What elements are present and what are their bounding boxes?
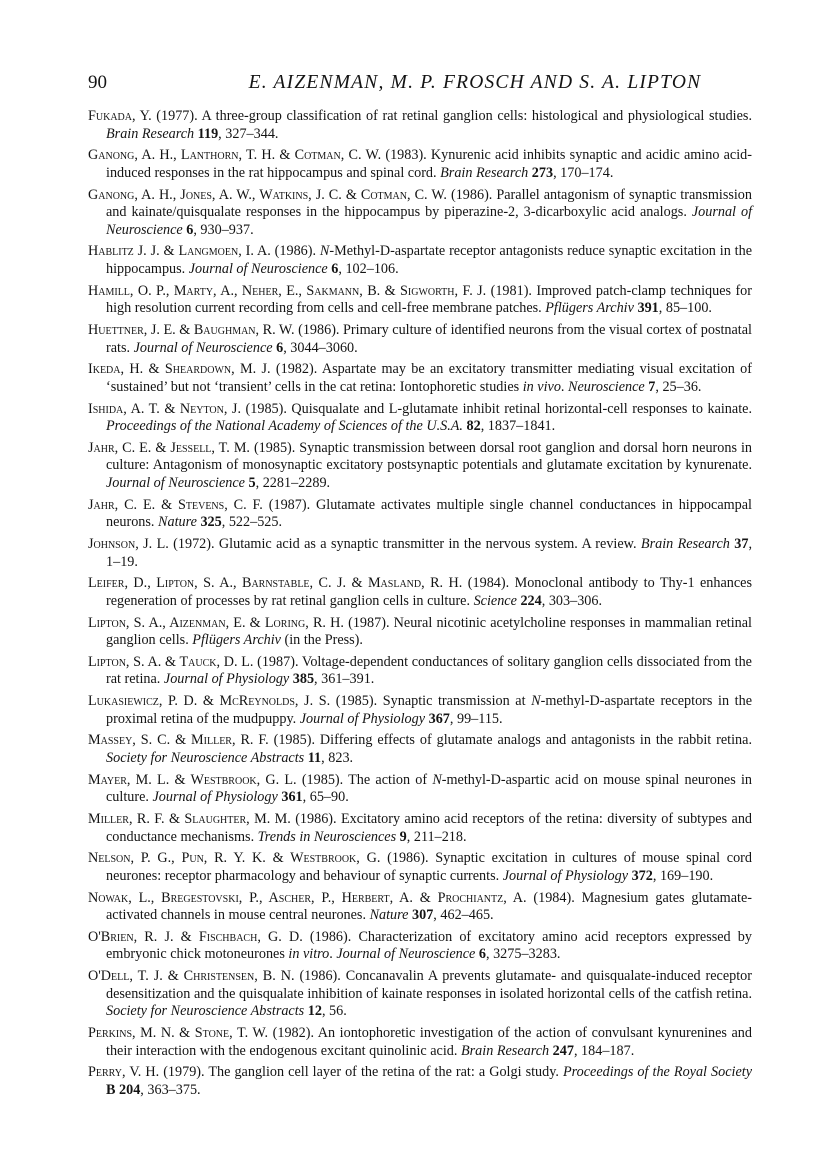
reference-volume: 37: [734, 536, 749, 552]
reference-authors: Perkins, M. N. & Stone, T. W.: [88, 1024, 269, 1041]
reference-volume: 5: [248, 475, 256, 492]
reference-entry: [88, 654, 752, 689]
reference-entry: [88, 772, 752, 807]
reference-volume: B 204: [106, 1081, 141, 1098]
reference-journal: Journal of Neuroscience: [336, 946, 476, 963]
reference-journal: Society for Neuroscience Abstracts: [106, 1003, 305, 1020]
reference-authors: Ganong, A. H., Lanthorn, T. H. & Cotman, C. W.: [88, 147, 382, 164]
reference-journal: Journal of Neuroscience: [106, 204, 753, 238]
reference-authors: Miller, R. F. & Slaughter, M. M.: [88, 810, 291, 827]
reference-text: -methyl-D-aspartate receptors in the proximal retina of the mudpuppy.: [106, 693, 752, 727]
reference-pages: , 361–391.: [314, 671, 375, 688]
reference-text: -methyl-D-aspartic acid on mouse spinal neurones in culture.: [106, 771, 752, 806]
reference-pages: , 930–937.: [193, 221, 254, 238]
reference-volume: 7: [648, 378, 656, 395]
reference-journal: Brain Research: [106, 125, 195, 142]
reference-pages: , 3275–3283.: [485, 946, 561, 963]
reference-entry: [88, 322, 752, 357]
reference-entry: [88, 850, 752, 885]
running-head: E. AIZENMAN, M. P. FROSCH AND S. A. LIPTON: [248, 72, 702, 93]
reference-authors: Nelson, P. G., Pun, R. Y. K. & Westbrook, G.: [88, 850, 381, 867]
reference-entry: [88, 929, 752, 964]
reference-text: (1986). Concanavalin A prevents glutamate- and quisqualate-induced receptor desensitization and the quisqualate inhibition of kainate responses in isolated horizontal cells of the catfish retina.: [106, 968, 753, 1002]
reference-volume: 391: [637, 300, 659, 317]
reference-text: (1985). Differing effects of glutamate analogs and antagonists in the rabbit retina.: [268, 732, 752, 749]
reference-journal: Nature: [369, 907, 409, 924]
reference-journal: Proceedings of the Royal Society: [563, 1064, 752, 1081]
reference-text: (1987). Voltage-dependent conductances of solitary ganglion cells dissociated from the rat retina.: [106, 653, 752, 688]
reference-list: [88, 108, 752, 1104]
reference-authors: Lipton, S. A., Aizenman, E. & Loring, R. H.: [88, 614, 344, 631]
reference-pages: , 211–218.: [406, 828, 467, 845]
reference-text: (1986). Characterization of excitatory amino acid receptors expressed by embryonic chick motoneurones: [106, 928, 752, 963]
reference-text: .: [560, 378, 569, 395]
reference-text: (1983). Kynurenic acid inhibits synaptic and acidic amino acid-induced responses in the rat hippocampus and spinal cord.: [106, 147, 752, 181]
page-header: [88, 72, 752, 102]
reference-authors: Johnson, J. L.: [88, 536, 169, 552]
reference-volume: 6: [478, 946, 486, 963]
reference-italic: in vitro: [288, 946, 330, 963]
reference-authors: Jahr, C. E. & Jessell, T. M.: [88, 439, 250, 456]
reference-pages: (in the Press).: [280, 632, 363, 649]
page-number: 90: [88, 72, 107, 93]
reference-text: (1986). Excitatory amino acid receptors of the retina: diversity of subtypes and conductance mechanisms.: [106, 810, 753, 845]
reference-journal: Journal of Physiology: [152, 789, 278, 806]
reference-pages: , 102–106.: [338, 261, 399, 278]
reference-pages: , 170–174.: [553, 164, 614, 181]
reference-entry: [88, 1025, 752, 1060]
reference-text: (1987). Glutamate activates multiple single channel conductances in hippocampal neurons.: [106, 496, 752, 531]
reference-authors: Ikeda, H. & Sheardown, M. J.: [88, 361, 271, 378]
reference-italic: N: [319, 243, 330, 260]
reference-entry: [88, 147, 752, 182]
reference-text: (1986). Synaptic excitation in cultures of mouse spinal cord neurones: receptor pharmacology and behaviour of synaptic currents.: [106, 850, 752, 884]
reference-text: (1981). Improved patch-clamp techniques for high resolution current recording from cells and cell-free membrane patches.: [106, 282, 752, 317]
reference-entry: [88, 536, 752, 571]
reference-authors: Lipton, S. A. & Tauck, D. L.: [88, 653, 254, 670]
reference-authors: Mayer, M. L. & Westbrook, G. L.: [88, 771, 297, 788]
reference-pages: , 85–100.: [658, 300, 712, 317]
reference-journal: Pflügers Archiv: [192, 632, 281, 649]
reference-volume: 367: [428, 710, 450, 727]
reference-entry: [88, 283, 752, 318]
reference-volume: 6: [331, 261, 339, 278]
reference-journal: Brain Research: [640, 536, 730, 552]
reference-text: -Methyl-D-aspartate receptor antagonists reduce synaptic excitation in the hippocampus.: [106, 243, 752, 278]
reference-pages: , 303–306.: [541, 592, 603, 609]
reference-pages: , 2281–2289.: [255, 475, 331, 492]
reference-entry: [88, 968, 752, 1021]
reference-pages: , 823.: [321, 750, 354, 766]
reference-authors: Hamill, O. P., Marty, A., Neher, E., Sakmann, B. & Sigworth, F. J.: [88, 282, 487, 299]
reference-volume: 11: [307, 750, 322, 766]
reference-authors: Ganong, A. H., Jones, A. W., Watkins, J. C. & Cotman, C. W.: [88, 186, 447, 203]
reference-journal: Brain Research: [440, 164, 529, 181]
reference-italic: N: [531, 693, 541, 710]
reference-text: (1986). Primary culture of identified neurons from the visual cortex of postnatal rats.: [106, 322, 752, 356]
reference-italic: in vivo: [522, 378, 561, 395]
reference-text: .: [329, 946, 337, 963]
reference-entry: [88, 732, 752, 767]
reference-volume: 361: [281, 789, 303, 806]
reference-authors: Hablitz J. J. & Langmoen, I. A.: [88, 243, 271, 260]
reference-journal: Journal of Neuroscience: [188, 261, 328, 278]
reference-authors: O'Dell, T. J. & Christensen, B. N.: [88, 968, 295, 985]
reference-entry: [88, 811, 752, 846]
reference-text: (1984). Magnesium gates glutamate-activated channels in mouse central neurones.: [106, 889, 752, 924]
reference-volume: 6: [276, 339, 284, 356]
reference-journal: Brain Research: [460, 1042, 550, 1059]
reference-entry: [88, 693, 752, 728]
reference-journal: Nature: [158, 514, 197, 531]
reference-pages: , 1–19.: [106, 536, 752, 570]
reference-entry: [88, 615, 752, 650]
reference-pages: , 522–525.: [221, 514, 283, 531]
reference-volume: 325: [200, 514, 222, 531]
reference-journal: Proceedings of the National Academy of Sciences of the U.S.A.: [106, 418, 463, 435]
reference-text: (1979). The ganglion cell layer of the retina of the rat: a Golgi study.: [159, 1064, 563, 1081]
reference-journal: Journal of Neuroscience: [106, 475, 245, 492]
reference-italic: N: [432, 771, 442, 788]
reference-journal: Journal of Physiology: [502, 867, 629, 884]
reference-volume: 119: [197, 125, 219, 142]
reference-volume: 307: [412, 907, 434, 924]
reference-journal: Journal of Physiology: [299, 710, 426, 727]
reference-volume: 385: [292, 671, 315, 688]
reference-text: (1977). A three-group classification of rat retinal ganglion cells: histological and physiological studies.: [151, 108, 752, 124]
reference-volume: 273: [531, 164, 554, 181]
reference-journal: Pflügers Archiv: [545, 300, 634, 317]
reference-pages: , 1837–1841.: [480, 418, 556, 435]
reference-pages: , 327–344.: [218, 125, 279, 142]
reference-volume: 9: [399, 828, 407, 845]
reference-pages: , 56.: [321, 1003, 347, 1020]
reference-text: (1985). The action of: [296, 771, 433, 788]
reference-pages: , 169–190.: [652, 867, 714, 884]
reference-text: (1985). Synaptic transmission between dorsal root ganglion and dorsal horn neurons in culture: Antagonism of monosynaptic excitatory postsynaptic potentials and glutamate excitation by kynurenate.: [106, 439, 752, 474]
reference-authors: Ishida, A. T. & Neyton, J.: [88, 400, 241, 417]
reference-text: (1972). Glutamic acid as a synaptic transmitter in the nervous system. A review.: [168, 536, 641, 552]
reference-entry: [88, 440, 752, 493]
reference-authors: Leifer, D., Lipton, S. A., Barnstable, C. J. & Masland, R. H.: [88, 575, 463, 592]
reference-text: (1985). Quisqualate and L-glutamate inhibit retinal horizontal-cell responses to kainate.: [241, 400, 752, 417]
reference-entry: [88, 108, 752, 143]
reference-volume: 82: [466, 418, 481, 435]
reference-authors: Lukasiewicz, P. D. & McReynolds, J. S.: [88, 693, 331, 710]
reference-volume: 247: [552, 1042, 574, 1059]
reference-journal: Science: [473, 592, 517, 609]
reference-pages: , 363–375.: [140, 1081, 201, 1098]
reference-entry: [88, 890, 752, 925]
reference-pages: , 65–90.: [302, 789, 349, 806]
reference-authors: Huettner, J. E. & Baughman, R. W.: [88, 322, 295, 338]
reference-pages: , 3044–3060.: [283, 339, 358, 356]
reference-entry: [88, 1064, 752, 1099]
reference-text: (1986).: [270, 243, 320, 260]
reference-journal: Journal of Physiology: [163, 671, 290, 688]
reference-journal: Journal of Neuroscience: [133, 339, 273, 356]
reference-entry: [88, 243, 752, 278]
reference-text: (1985). Synaptic transmission at: [330, 693, 532, 710]
reference-pages: , 462–465.: [433, 907, 494, 924]
reference-entry: [88, 361, 752, 396]
reference-authors: Nowak, L., Bregestovski, P., Ascher, P., Herbert, A. & Prochiantz, A.: [88, 889, 527, 906]
reference-entry: [88, 497, 752, 532]
reference-volume: 12: [307, 1003, 322, 1020]
reference-authors: Perry, V. H.: [88, 1064, 160, 1081]
reference-text: (1984). Monoclonal antibody to Thy-1 enhances regeneration of processes by rat retinal ganglion cells in culture.: [106, 575, 752, 609]
reference-volume: 6: [186, 221, 194, 238]
reference-text: (1987). Neural nicotinic acetylcholine responses in mammalian retinal ganglion cells.: [106, 614, 753, 649]
reference-pages: , 25–36.: [655, 378, 702, 395]
reference-entry: [88, 401, 752, 436]
reference-authors: O'Brien, R. J. & Fischbach, G. D.: [88, 928, 303, 945]
reference-journal: Society for Neuroscience Abstracts: [106, 750, 305, 766]
reference-authors: Fukada, Y.: [88, 108, 152, 124]
reference-text: (1986). Parallel antagonism of synaptic transmission and kainate/quisqualate responses in the hippocampus by piperazine-2, 3-dicarboxylic acid analogs.: [106, 186, 752, 221]
reference-journal: Neuroscience: [568, 378, 645, 395]
reference-pages: , 184–187.: [573, 1042, 635, 1059]
reference-volume: 372: [631, 867, 653, 884]
reference-entry: [88, 187, 752, 240]
reference-journal: Trends in Neurosciences: [257, 828, 397, 845]
reference-pages: , 99–115.: [449, 710, 503, 727]
reference-entry: [88, 575, 752, 610]
reference-authors: Massey, S. C. & Miller, R. F.: [88, 732, 269, 749]
reference-authors: Jahr, C. E. & Stevens, C. F.: [88, 496, 263, 513]
reference-volume: 224: [520, 592, 542, 609]
reference-text: (1982). Aspartate may be an excitatory transmitter mediating visual excitation of ‘sustained’ but not ‘transient’ cells in the cat retina: Iontophoretic studies: [106, 361, 752, 395]
reference-text: (1982). An iontophoretic investigation of the action of convulsant kynurenines and their interaction with the endogenous excitant quinolinic acid.: [106, 1024, 752, 1059]
